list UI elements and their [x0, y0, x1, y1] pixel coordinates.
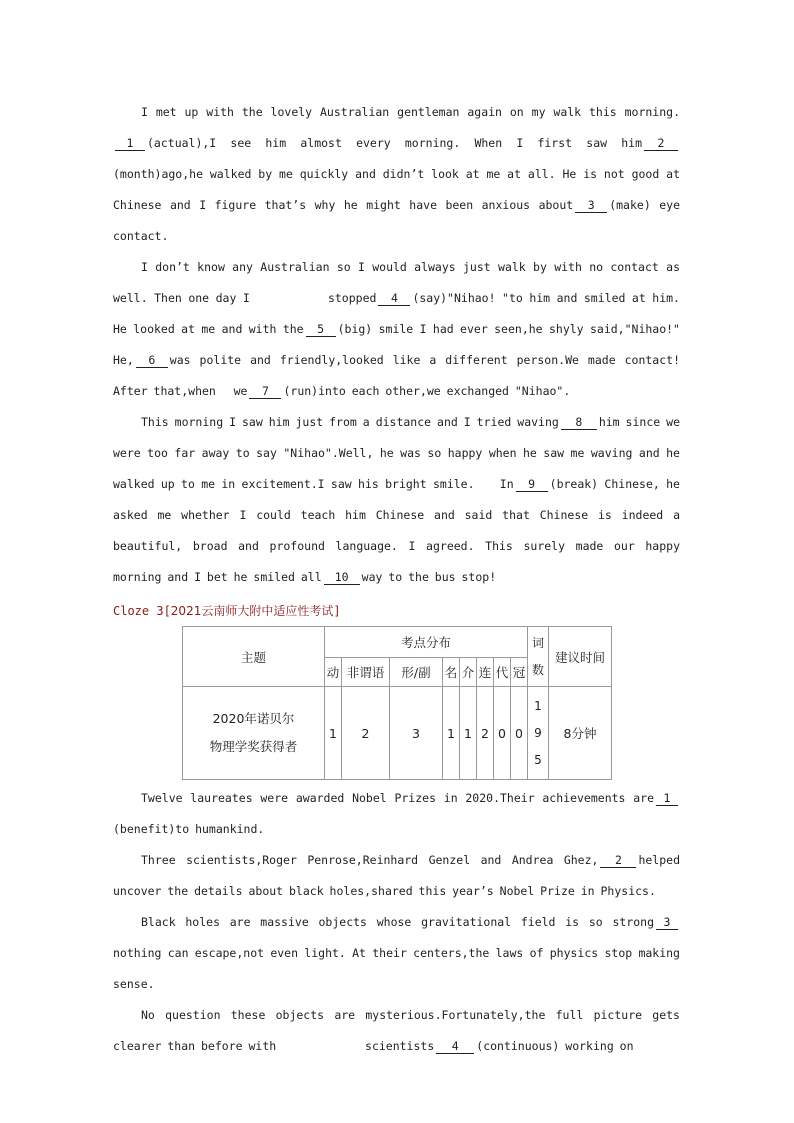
passage-text: Black holes are massive objects whose gravitational field is so strong [141, 915, 654, 929]
category-cell: 代 [494, 658, 511, 687]
header-word-count: 词 数 [528, 627, 549, 687]
passage-text: (make) eye contact. [113, 198, 680, 243]
passage-text: (say)"Nihao! "to him and smiled at him. He looked at me and with the [113, 291, 680, 336]
blank-1: 1 [115, 136, 145, 151]
blank-3: 3 [656, 915, 678, 930]
passage2-paragraph-4 [113, 1000, 686, 1062]
category-cell: 连 [477, 658, 494, 687]
count-cell: 0 [511, 687, 528, 780]
blank-9: 9 [516, 477, 548, 492]
passage-text: Three scientists,Roger Penrose,Reinhard Genzel and Andrea Ghez, [141, 853, 599, 867]
time-cell: 8分钟 [549, 687, 612, 780]
cloze-label: Cloze 3[ [113, 604, 171, 618]
passage-text: way to the bus stop! [361, 570, 497, 584]
passage-text: (run)into each other,we exchanged "Nihao". [283, 384, 571, 398]
category-cell: 非谓语 [342, 658, 390, 687]
blank-2: 2 [644, 136, 678, 151]
passage1-paragraph-2 [113, 252, 686, 407]
blank-4: 4 [436, 1039, 474, 1054]
passage-text: (continuous) working on [476, 1039, 634, 1053]
category-cell: 介 [460, 658, 477, 687]
document-page [113, 97, 686, 1062]
passage1-paragraph-1 [113, 97, 680, 252]
header-distribution: 考点分布 [325, 627, 528, 658]
count-cell: 1 [325, 687, 342, 780]
passage-text: (big) smile I had ever seen,he shyly said,"Nihao!" He, [113, 322, 680, 367]
blank-8: 8 [561, 415, 597, 430]
passage2-paragraph-2 [113, 845, 680, 907]
passage-text: helped uncover the details about black holes,shared this year’s Nobel Prize in Physics. [113, 853, 680, 898]
header-suggested-time: 建议时间 [549, 627, 612, 687]
header-topic: 主题 [183, 627, 325, 687]
blank-10: 10 [324, 570, 360, 585]
passage-text: This morning I saw him just from a distance and I tried waving [141, 415, 559, 429]
blank-2: 2 [600, 853, 636, 868]
count-cell: 2 [477, 687, 494, 780]
category-cell: 形/副 [390, 658, 443, 687]
category-cell: 名 [443, 658, 460, 687]
count-cell: 2 [342, 687, 390, 780]
passage1-paragraph-3 [113, 407, 686, 593]
passage2-paragraph-1 [113, 783, 680, 845]
passage-text: No question these objects are mysterious.Fortunately,the full picture gets clearer than before with scientists [113, 1008, 686, 1053]
count-cell: 0 [494, 687, 511, 780]
category-cell: 动 [325, 658, 342, 687]
analysis-table [182, 626, 612, 780]
passage-text: Twelve laureates were awarded Nobel Prizes in 2020.Their achievements are [141, 791, 654, 805]
passage-text: I met up with the lovely Australian gentleman again on my walk this morning. [141, 105, 680, 119]
passage-text: him since we were too far away to say "Nihao".Well, he was so happy when he saw me waving and he walked up to me in excitement.I saw his bright smile. In [113, 415, 686, 491]
count-cell: 1 [460, 687, 477, 780]
passage-text: (benefit)to humankind. [113, 822, 265, 836]
passage-text: (break) Chinese, he asked me whether I could teach him Chinese and said that Chinese is indeed a beautiful, broad and profound language. I agreed. This surely made our happy morning and I bet he smiled all [113, 477, 680, 584]
passage-text: (actual),I see him almost every morning. When I first saw him [147, 136, 642, 150]
blank-1: 1 [656, 791, 678, 806]
cloze-source: 2021云南师大附中适应性考试 [170, 604, 334, 618]
blank-4: 4 [378, 291, 410, 306]
cloze-label-close: ] [333, 604, 341, 618]
passage-text: nothing can escape,not even light. At their centers,the laws of physics stop making sense. [113, 946, 680, 991]
passage-text: I don’t know any Australian so I would always just walk by with no contact as well. Then one day I stopped [113, 260, 686, 305]
blank-3: 3 [575, 198, 607, 213]
blank-5: 5 [306, 322, 336, 337]
passage2-paragraph-3 [113, 907, 680, 1000]
word-count-cell: 1 9 5 [528, 687, 549, 780]
passage-text: was polite and friendly,looked like a different person.We made contact! After that,when we [113, 353, 686, 398]
category-cell: 冠 [511, 658, 528, 687]
count-cell: 1 [443, 687, 460, 780]
count-cell: 3 [390, 687, 443, 780]
topic-cell: 2020年诺贝尔 物理学奖获得者 [183, 687, 325, 780]
blank-7: 7 [249, 384, 281, 399]
passage-text: (month)ago,he walked by me quickly and didn’t look at me at all. He is not good at Chinese and I figure that’s why he might have been anxious about [113, 167, 680, 212]
blank-6: 6 [136, 353, 168, 368]
cloze-section-title [113, 603, 680, 619]
